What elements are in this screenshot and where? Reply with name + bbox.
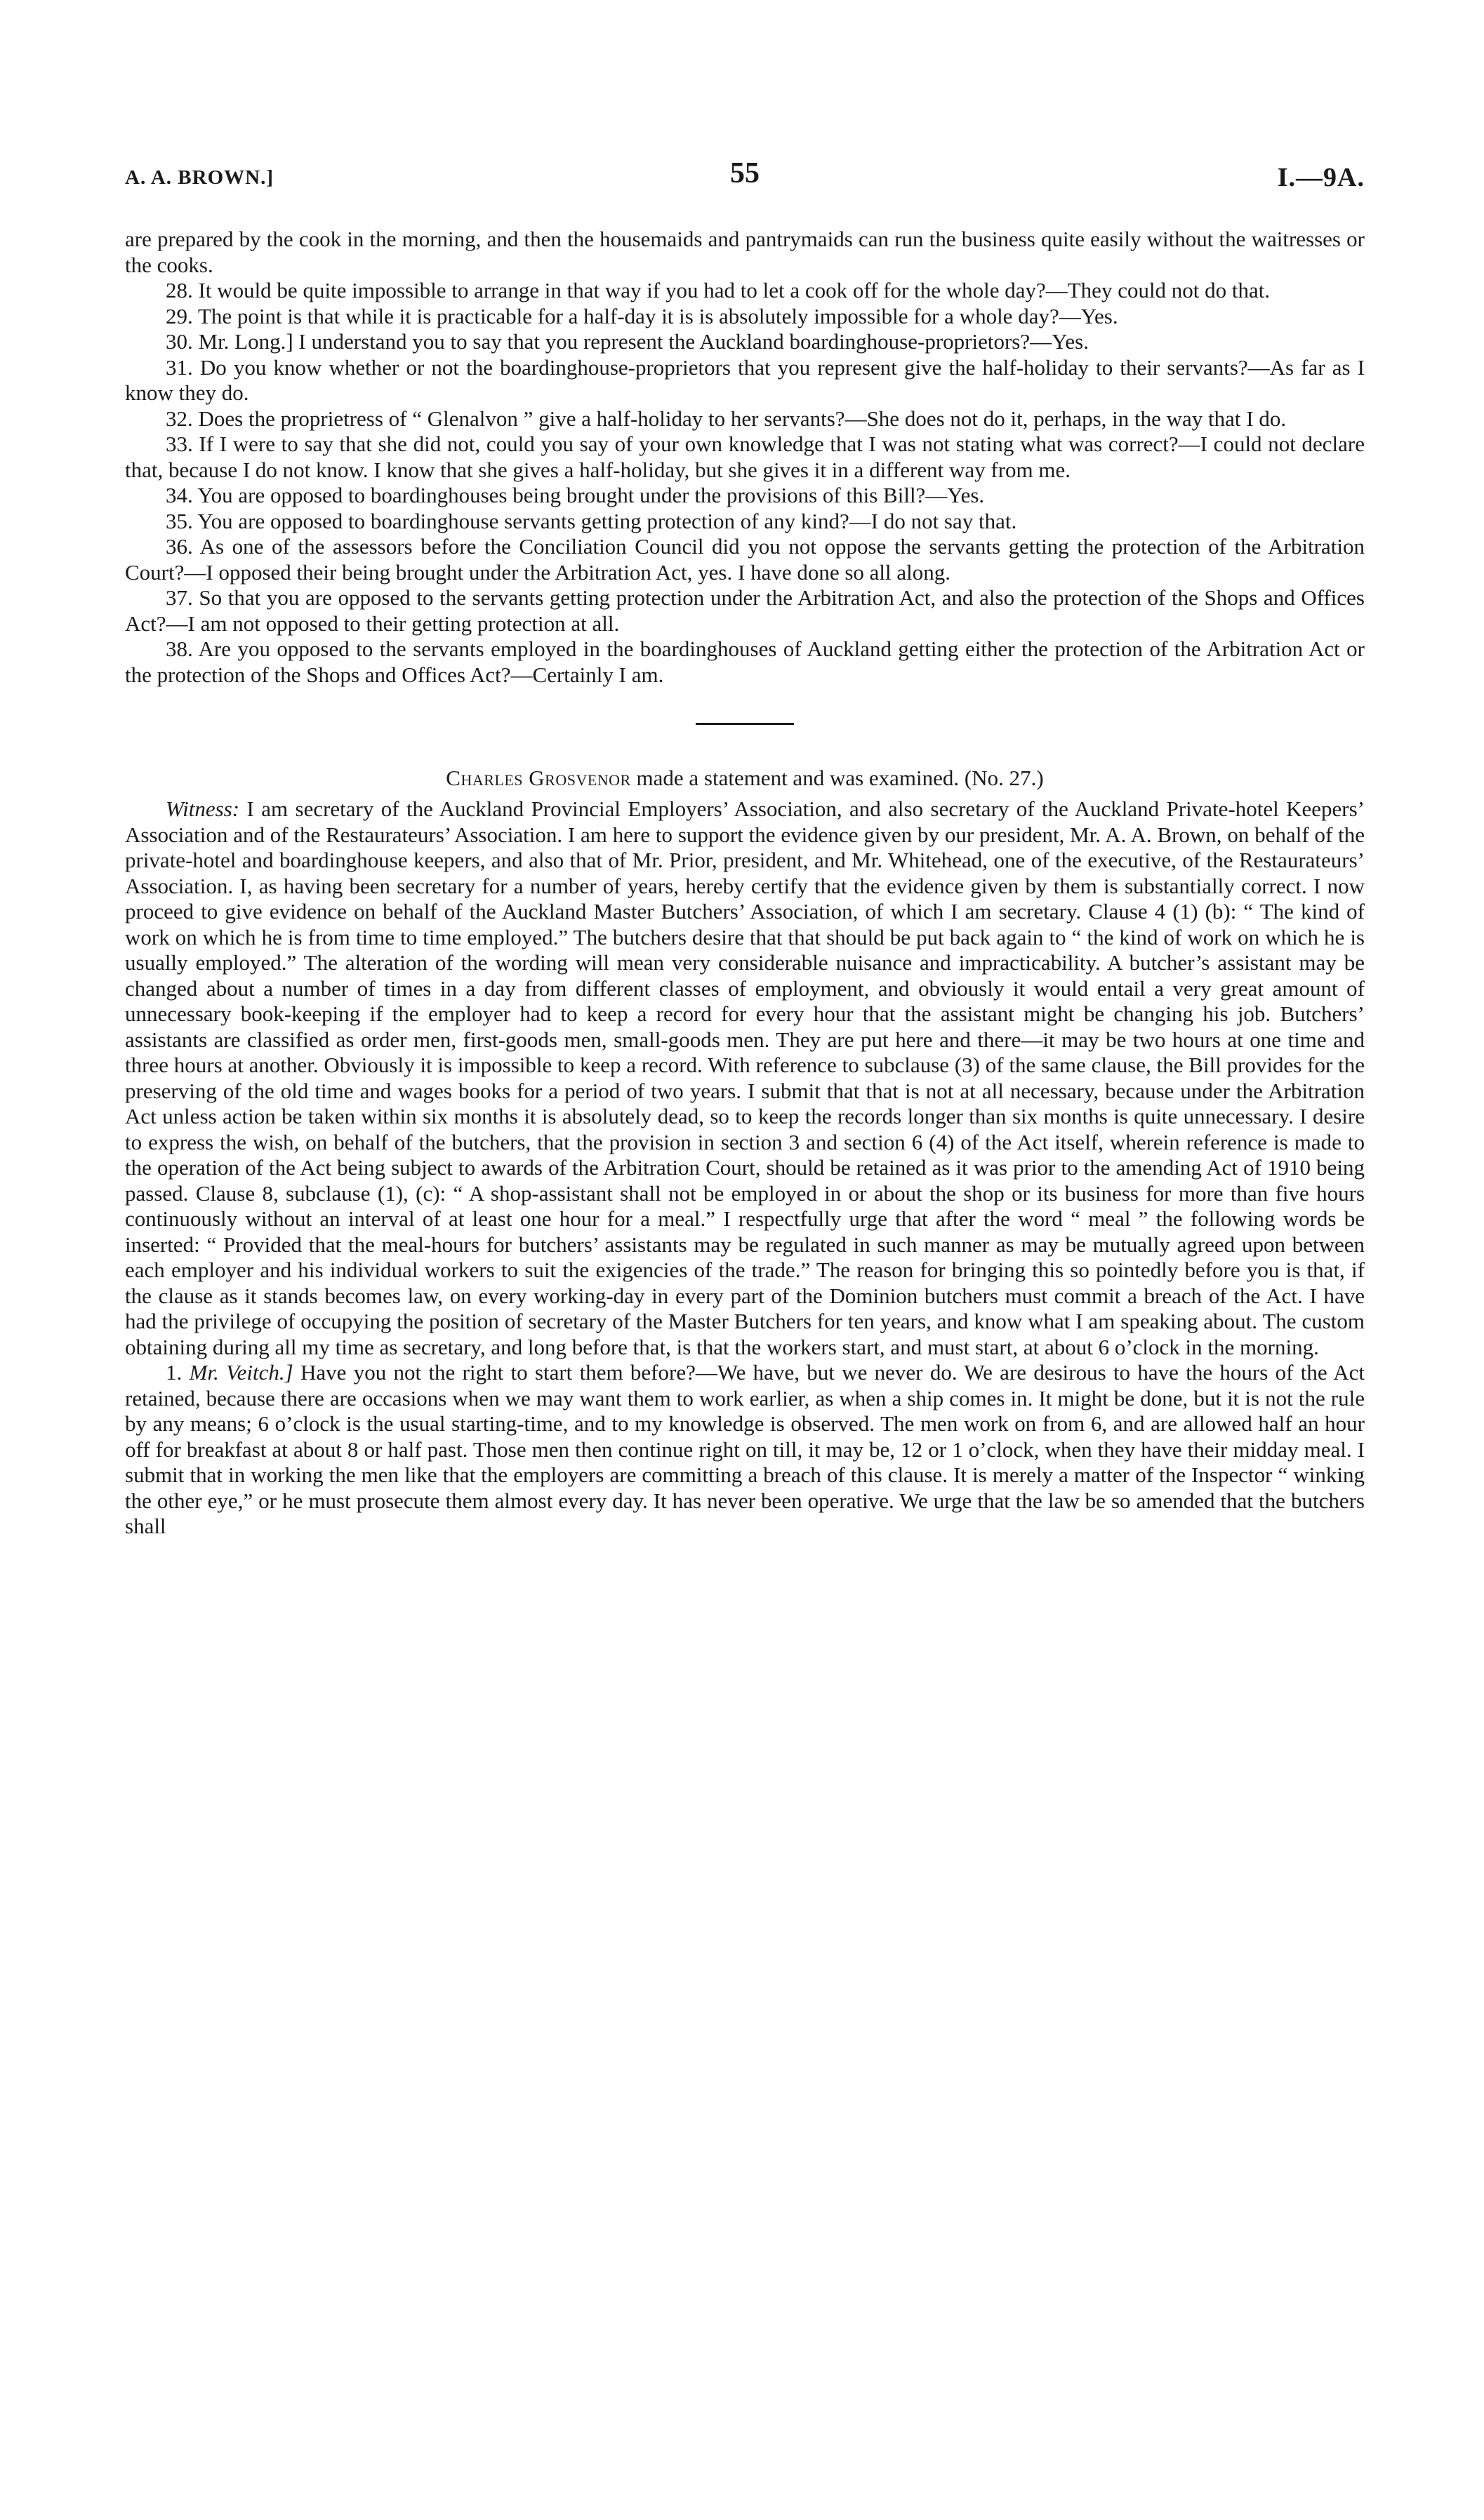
witness-heading — [125, 764, 1365, 792]
document-reference: I.—9A. — [1277, 163, 1365, 192]
witness-statement — [125, 796, 1365, 1360]
question-30: 30. Mr. Long.] I understand you to say that you represent the Auckland boardinghouse-proprietors?—Yes. — [166, 329, 1089, 354]
witness-name: Charles Grosvenor — [446, 766, 631, 790]
witness-label: Witness: — [166, 796, 240, 821]
question-1-text: Have you not the right to start them before?—We have, but we never do. We are desirous to have the hours of the Act retained, because there are occasions when we may want them to work earlier, as when a ship comes in. It might be done, but it is not the rule by any means; 6 o’clock is the usual starting-time, and to my knowledge is observed. The men work on from 6, and are allowed half an hour off for breakfast at about 8 or half past. Those men then continue right on till, it may be, 12 or 1 o’clock, when they have their midday meal. I submit that in working the men like that the employers are committing a breach of this clause. It is merely a matter of the Inspector “ winking the other eye,” or he must prosecute them almost every day. It has never been operative. We urge that the law be so amended that the butchers shall — [125, 1360, 1365, 1538]
question-34: 34. You are opposed to boardinghouses being brought under the provisions of this Bill?—Yes. — [166, 483, 985, 507]
question-33: 33. If I were to say that she did not, could you say of your own knowledge that I was not stating what was correct?—I could not declare that, because I do not know. I know that she gives a half-holiday, but she gives it in a different way from me. — [125, 432, 1365, 482]
witness-heading-rest: made a statement and was examined. (No. 27.) — [630, 766, 1044, 790]
question-36: 36. As one of the assessors before the Conciliation Council did you not oppose the servants getting the protection of the Arbitration Court?—I opposed their being brought under the Arbitration Act, yes. I have done so all along. — [125, 534, 1365, 585]
section-divider — [696, 723, 794, 725]
page-number: 55 — [730, 157, 760, 189]
questioner: Mr. Veitch.] — [189, 1360, 293, 1385]
running-head-witness: A. A. BROWN.] — [125, 166, 274, 189]
question-29: 29. The point is that while it is practicable for a half-day it is is absolutely impossible for a whole day?—Yes. — [166, 303, 1118, 328]
question-number: 1. — [166, 1360, 190, 1385]
question-28: 28. It would be quite impossible to arrange in that way if you had to let a cook off for the whole day?—They could not do that. — [166, 278, 1271, 302]
question-37: 37. So that you are opposed to the servants getting protection under the Arbitration Act, and also the protection of the Shops and Offices Act?—I am not opposed to their getting protection at all. — [125, 585, 1365, 636]
question-32: 32. Does the proprietress of “ Glenalvon ” give a half-holiday to her servants?—She does not do it, perhaps, in the way that I do. — [166, 406, 1287, 431]
question-38: 38. Are you opposed to the servants employed in the boardinghouses of Auckland getting either the protection of the Arbitration Act or the protection of the Shops and Offices Act?—Certainly I am. — [125, 636, 1365, 687]
questions-answers-section — [125, 227, 1365, 688]
answer-continuation: are prepared by the cook in the morning, and then the housemaids and pantrymaids can run the business quite easily without the waitresses or the cooks. — [125, 227, 1365, 277]
page-header — [125, 151, 1365, 200]
question-31: 31. Do you know whether or not the boardinghouse-proprietors that you represent give the half-holiday to their servants?—As far as I know they do. — [125, 354, 1365, 405]
question-35: 35. You are opposed to boardinghouse servants getting protection of any kind?—I do not say that. — [166, 508, 1017, 533]
question-1 — [125, 1360, 1365, 1540]
witness-statement-text: I am secretary of the Auckland Provincial Employers’ Association, and also secretary of the Auckland Private-hotel Keepers’ Association and of the Restaurateurs’ Association. I am here to support the evidence given by our president, Mr. A. A. Brown, on behalf of the private-hotel and boardinghouse keepers, and also that of Mr. Prior, president, and Mr. Whitehead, one of the executive, of the Restaurateurs’ Association. I, as having been secretary for a number of years, hereby certify that the evidence given by them is substantially correct. I now proceed to give evidence on behalf of the Auckland Master Butchers’ Association, of which I am secretary. Clause 4 (1) (b): “ The kind of work on which he is from time to time employed.” The butchers desire that that should be put back again to “ the kind of work on which he is usually employed.” The alteration of the wording will mean very considerable nuisance and impracticability. A butcher’s assistant may be changed about a number of times in a day from different classes of employment, and obviously it would entail a very great amount of unnecessary book-keeping if the employer had to keep a record for every hour that the assistant might be changing his job. Butchers’ assistants are classified as order men, first-goods men, small-goods men. They are put here and there—it may be two hours at one time and three hours at another. Obviously it is impossible to keep a record. With reference to subclause (3) of the same clause, the Bill provides for the preserving of the old time and wages books for a period of two years. I submit that that is not at all necessary, because under the Arbitration Act unless action be taken within six months it is absolutely dead, so to keep the records longer than six months is quite unnecessary. I desire to express the wish, on behalf of the butchers, that the provision in section 3 and section 6 (4) of the Act itself, wherein reference is made to the operation of the Act being subject to awards of the Arbitration Court, should be retained as it was prior to the amending Act of 1910 being passed. Clause 8, subclause (1), (c): “ A shop-assistant shall not be employed in or about the shop or its business for more than five hours continuously without an interval of at least one hour for a meal.” I respectfully urge that after the word “ meal ” the following words be inserted: “ Provided that the meal-hours for butchers’ assistants may be regulated in such manner as may be mutually agreed upon between each employer and his individual workers to suit the exigencies of the trade.” The reason for bringing this so pointedly before you is that, if the clause as it stands becomes law, on every working-day in every part of the Dominion butchers must commit a breach of the Act. I have had the privilege of occupying the position of secretary of the Master Butchers for ten years, and know what I am speaking about. The custom obtaining during all my time as secretary, and long before that, is that the workers start, and must start, at about 6 o’clock in the morning. — [125, 796, 1365, 1359]
document-body — [125, 227, 1365, 1540]
